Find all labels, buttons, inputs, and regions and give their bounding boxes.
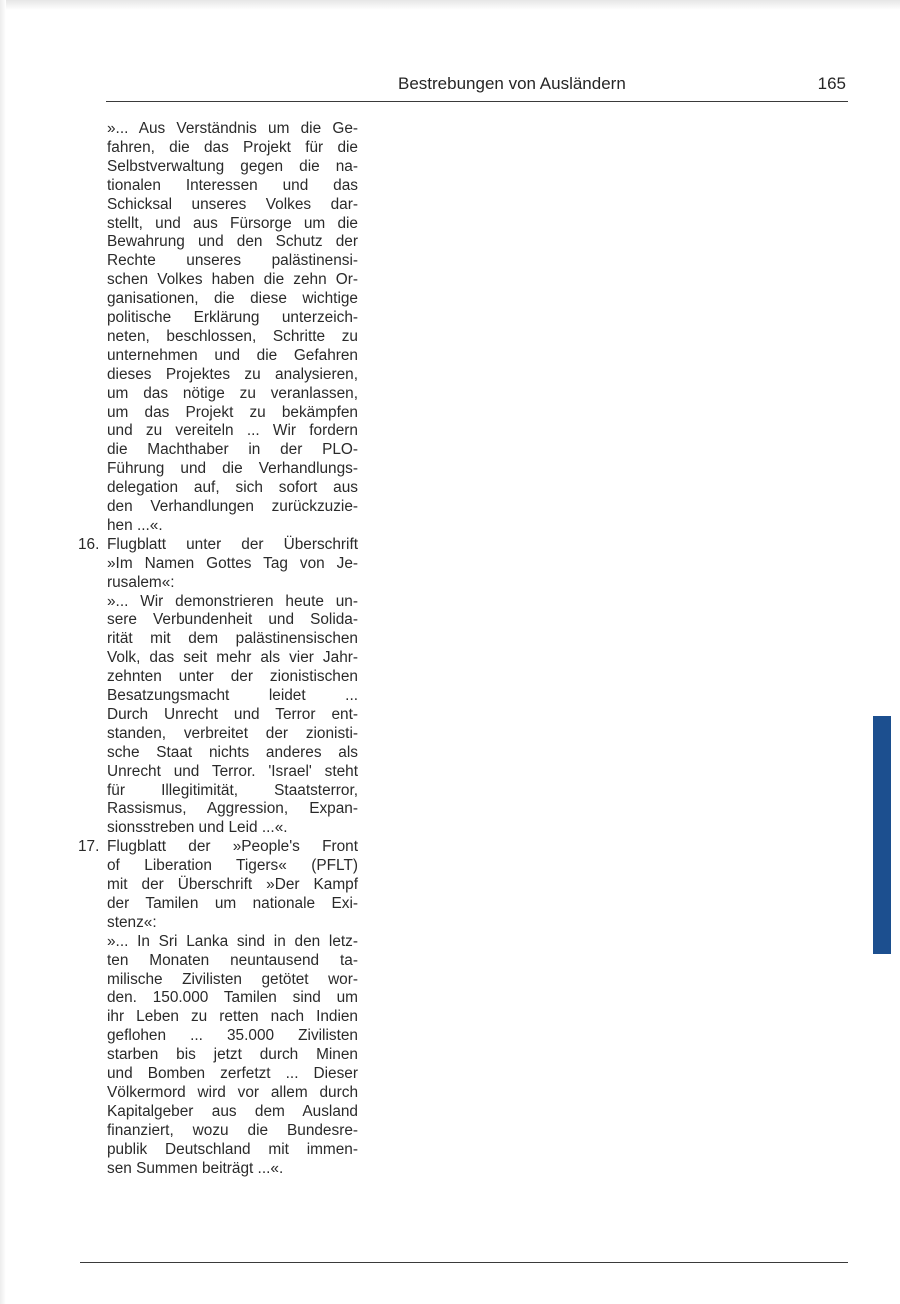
text-line: geflohen ... 35.000 Zivilisten — [107, 1027, 358, 1045]
text-line: zehnten unter der zionistischen — [107, 668, 358, 686]
text-line: of Liberation Tigers« (PFLT) — [107, 857, 358, 875]
list-item-number: 17. — [78, 838, 100, 856]
header-rule — [106, 101, 848, 102]
text-line: Besatzungsmacht leidet ... — [107, 687, 358, 704]
text-line: Volk, das seit mehr als vier Jahr- — [107, 649, 358, 667]
text-line: die Machthaber in der PLO- — [107, 441, 358, 459]
text-line: stenz«: — [107, 913, 157, 931]
text-line: und Bomben zerfetzt ... Dieser — [107, 1065, 358, 1082]
text-line: um das Projekt zu bekämpfen — [107, 403, 358, 421]
page-left-shadow — [0, 0, 6, 1304]
text-line: tionalen Interessen und das — [107, 176, 358, 194]
text-line: sen Summen beiträgt ...«. — [107, 1159, 284, 1177]
text-line: unternehmen und die Gefahren — [107, 346, 358, 364]
text-line: starben bis jetzt durch Minen — [107, 1046, 358, 1064]
text-line: den Verhandlungen zurückzuzie- — [107, 498, 358, 515]
text-line: ten Monaten neuntausend ta- — [107, 951, 358, 969]
text-line: sche Staat nichts anderes als — [107, 743, 358, 761]
text-line: standen, verbreitet der zionisti- — [107, 724, 358, 742]
text-line: stellt, und aus Fürsorge um die — [107, 214, 358, 232]
text-line: Bewahrung und den Schutz der — [107, 233, 358, 251]
text-line: für Illegitimität, Staatsterror, — [107, 781, 358, 799]
text-line: Völkermord wird vor allem durch — [107, 1083, 358, 1101]
footer-rule — [80, 1262, 848, 1263]
text-line: politische Erklärung unterzeich- — [107, 309, 358, 326]
text-line: Schicksal unseres Volkes dar- — [107, 195, 358, 213]
text-line: Flugblatt unter der Überschrift — [107, 535, 358, 553]
text-line: dieses Projektes zu analysieren, — [107, 365, 358, 383]
text-line: um das nötige zu veranlassen, — [107, 384, 358, 402]
text-line: »... In Sri Lanka sind in den letz- — [107, 932, 358, 950]
text-line: sere Verbundenheit und Solida- — [107, 611, 358, 629]
text-line: delegation auf, sich sofort aus — [107, 479, 358, 497]
text-line: »... Aus Verständnis um die Ge- — [107, 120, 358, 137]
text-line: Rechte unseres palästinensi- — [107, 252, 358, 270]
text-line: rusalem«: — [107, 573, 175, 591]
text-line: ihr Leben zu retten nach Indien — [107, 1008, 358, 1026]
text-line: schen Volkes haben die zehn Or- — [107, 271, 358, 289]
text-line: Durch Unrecht und Terror ent- — [107, 705, 358, 723]
list-item-number: 16. — [78, 535, 100, 553]
text-line: und zu vereiteln ... Wir fordern — [107, 422, 358, 440]
text-line: publik Deutschland mit immen- — [107, 1140, 358, 1158]
text-line: milische Zivilisten getötet wor- — [107, 970, 358, 988]
text-line: Kapitalgeber aus dem Ausland — [107, 1102, 358, 1120]
chapter-thumb-tab — [873, 716, 891, 954]
text-line: neten, beschlossen, Schritte zu — [107, 327, 358, 345]
text-line: »Im Namen Gottes Tag von Je- — [107, 554, 358, 572]
text-line: Flugblatt der »People's Front — [107, 838, 358, 856]
page-top-shadow — [0, 0, 900, 10]
page-number: 165 — [817, 74, 846, 93]
running-title: Bestrebungen von Ausländern — [398, 74, 626, 93]
text-line: Unrecht und Terror. 'Israel' steht — [107, 762, 358, 780]
text-line: fahren, die das Projekt für die — [107, 138, 358, 156]
text-line: »... Wir demonstrieren heute un- — [107, 592, 358, 610]
text-line: den. 150.000 Tamilen sind um — [107, 989, 358, 1007]
text-line: sionsstreben und Leid ...«. — [107, 819, 288, 837]
text-line: der Tamilen um nationale Exi- — [107, 894, 358, 912]
text-line: Rassismus, Aggression, Expan- — [107, 800, 358, 818]
text-line: mit der Überschrift »Der Kampf — [107, 876, 358, 893]
text-line: finanziert, wozu die Bundesre- — [107, 1121, 358, 1139]
text-line: rität mit dem palästinensischen — [107, 630, 358, 648]
text-line: Führung und die Verhandlungs- — [107, 460, 358, 478]
text-line: hen ...«. — [107, 516, 163, 534]
text-line: ganisationen, die diese wichtige — [107, 290, 358, 308]
text-line: Selbstverwaltung gegen die na- — [107, 157, 358, 175]
